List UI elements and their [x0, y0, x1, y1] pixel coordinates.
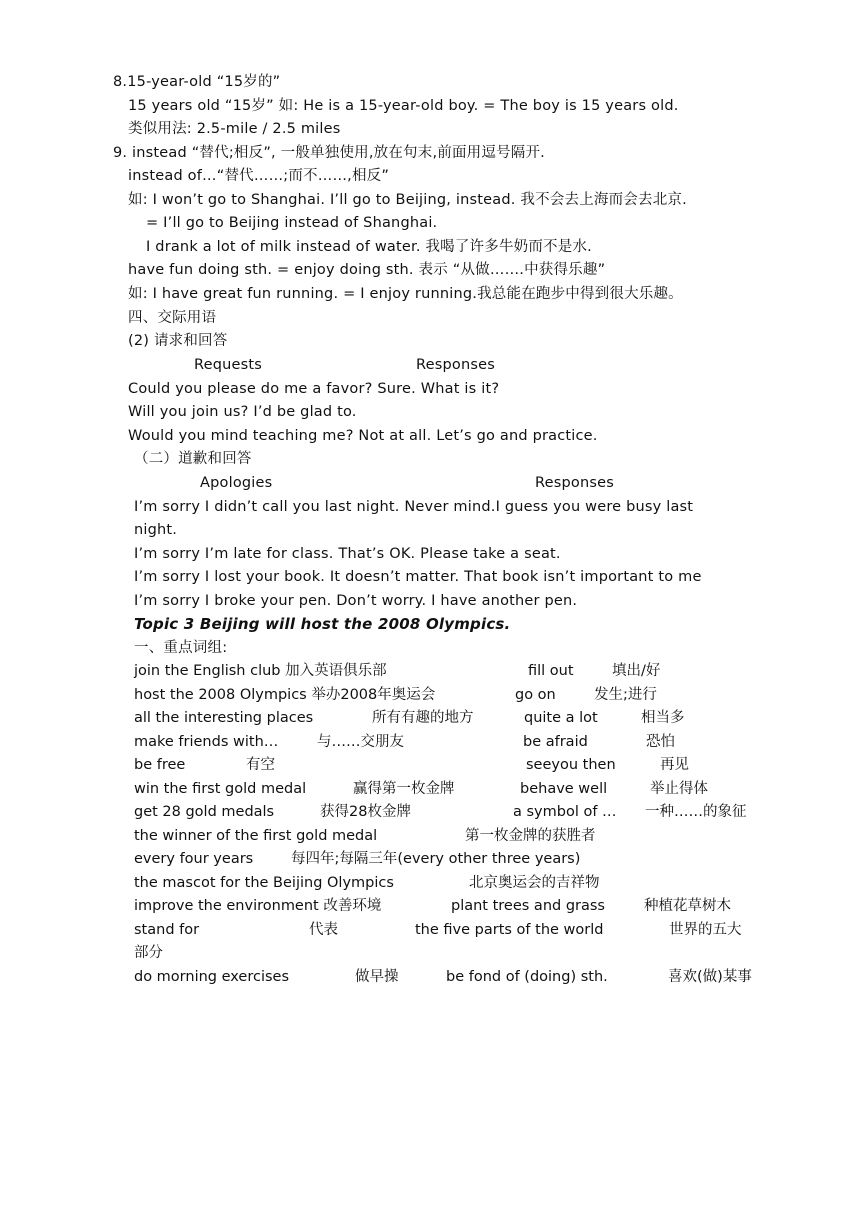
apology-line: I’m sorry I didn’t call you last night. Never mind.I guess you were busy last [134, 499, 694, 515]
vocab-phrase: be afraid [523, 734, 588, 750]
vocab-phrase: get 28 gold medals [134, 804, 275, 820]
section-4-sub-2: (2) 请求和回答 [128, 333, 228, 349]
vocab-meaning: 每四年;每隔三年(every other three years) [291, 851, 581, 867]
section-9-line-6: 如: I have great fun running. = I enjoy running.我总能在跑步中得到很大乐趣。 [128, 286, 683, 302]
section-8-line-1: 15 years old “15岁” 如: He is a 15-year-old boy. = The boy is 15 years old. [128, 98, 679, 114]
responses-header-2: Responses [535, 475, 614, 491]
request-line: Would you mind teaching me? Not at all. Let’s go and practice. [128, 428, 598, 444]
vocab-meaning: 发生;进行 [594, 687, 657, 703]
vocab-meaning: 北京奥运会的吉祥物 [469, 875, 600, 891]
vocab-meaning: 填出/好 [612, 663, 661, 679]
vocab-row [134, 826, 834, 846]
vocab-phrase: be free [134, 757, 186, 773]
vocab-phrase: improve the environment 改善环境 [134, 898, 382, 914]
vocab-row [134, 732, 834, 752]
section-9-line-4: I drank a lot of milk instead of water. 我喝了许多牛奶而不是水. [146, 239, 592, 255]
vocab-phrase: the five parts of the world [415, 922, 604, 938]
section-9-line-1: instead of…“替代……;而不……,相反” [128, 168, 390, 184]
vocab-row [134, 943, 834, 963]
topic-3-title: Topic 3 Beijing will host the 2008 Olympics. [134, 615, 511, 633]
section-9-title: 9. instead “替代;相反”, 一般单独使用,放在句末,前面用逗号隔开. [113, 145, 545, 161]
vocab-phrase: quite a lot [524, 710, 598, 726]
section-9-line-2: 如: I won’t go to Shanghai. I’ll go to Beijing, instead. 我不会去上海而会去北京. [128, 192, 687, 208]
vocab-meaning: 喜欢(做)某事 [668, 969, 752, 985]
vocab-meaning: 举止得体 [650, 781, 708, 797]
section-8-title: 8.15-year-old “15岁的” [113, 74, 281, 90]
section-8-line-2: 类似用法: 2.5-mile / 2.5 miles [128, 121, 341, 137]
vocab-meaning: 第一枚金牌的获胜者 [465, 828, 596, 844]
vocab-row [134, 802, 834, 822]
apology-line: I’m sorry I’m late for class. That’s OK. Please take a seat. [134, 546, 561, 562]
request-line: Could you please do me a favor? Sure. What is it? [128, 381, 500, 397]
vocab-meaning: 世界的五大 [669, 922, 742, 938]
vocab-phrase: be fond of (doing) sth. [446, 969, 608, 985]
vocab-row [134, 779, 834, 799]
vocab-phrase: make friends with… [134, 734, 279, 750]
vocab-row [134, 685, 834, 705]
section-4-title: 四、交际用语 [128, 310, 217, 326]
vocab-meaning: 有空 [246, 757, 275, 773]
apology-line: night. [134, 522, 178, 538]
vocab-row [134, 873, 834, 893]
vocab-row [134, 708, 834, 728]
vocab-meaning: 相当多 [641, 710, 685, 726]
vocab-meaning: 再见 [660, 757, 689, 773]
responses-header: Responses [416, 357, 495, 373]
vocab-row [134, 661, 834, 681]
vocab-row [134, 967, 834, 987]
vocab-phrase: join the English club 加入英语俱乐部 [134, 663, 387, 679]
apologies-header: Apologies [200, 475, 273, 491]
vocab-row [134, 755, 834, 775]
vocab-phrase: do morning exercises [134, 969, 290, 985]
apology-subtitle: （二）道歉和回答 [134, 451, 252, 467]
vocab-row [134, 849, 834, 869]
vocab-meaning: 与……交朋友 [317, 734, 404, 750]
vocab-phrase: behave well [520, 781, 608, 797]
vocab-phrase: a symbol of … [513, 804, 617, 820]
vocab-meaning: 一种……的象征 [645, 804, 747, 820]
vocab-phrase: host the 2008 Olympics 举办2008年奥运会 [134, 687, 436, 703]
vocab-meaning: 所有有趣的地方 [372, 710, 474, 726]
vocab-phrase: all the interesting places [134, 710, 314, 726]
vocab-phrase: go on [515, 687, 556, 703]
vocab-phrase: stand for [134, 922, 200, 938]
vocab-phrase: the mascot for the Beijing Olympics [134, 875, 394, 891]
topic-3-subtitle: 一、重点词组: [134, 640, 228, 656]
apology-line: I’m sorry I lost your book. It doesn’t matter. That book isn’t important to me [134, 569, 702, 585]
vocab-meaning: 做早操 [355, 969, 399, 985]
vocab-row [134, 896, 834, 916]
vocab-meaning: 种植花草树木 [644, 898, 731, 914]
vocab-meaning: 赢得第一枚金牌 [353, 781, 455, 797]
vocab-meaning: 部分 [134, 945, 163, 961]
apology-line: I’m sorry I broke your pen. Don’t worry. I have another pen. [134, 593, 578, 609]
vocab-phrase: every four years [134, 851, 254, 867]
vocab-row [134, 920, 834, 940]
vocab-phrase: fill out [528, 663, 574, 679]
vocab-meaning: 恐怕 [646, 734, 675, 750]
vocab-phrase: plant trees and grass [451, 898, 605, 914]
vocab-phrase: win the first gold medal [134, 781, 307, 797]
requests-header: Requests [194, 357, 263, 373]
vocab-meaning: 获得28枚金牌 [320, 804, 411, 820]
section-9-line-5: have fun doing sth. = enjoy doing sth. 表示 “从做…….中获得乐趣” [128, 262, 606, 278]
section-9-line-3: = I’ll go to Beijing instead of Shanghai. [146, 215, 438, 231]
vocab-phrase: seeyou then [526, 757, 616, 773]
vocab-meaning: 代表 [309, 922, 338, 938]
request-line: Will you join us? I’d be glad to. [128, 404, 357, 420]
vocab-phrase: the winner of the first gold medal [134, 828, 378, 844]
